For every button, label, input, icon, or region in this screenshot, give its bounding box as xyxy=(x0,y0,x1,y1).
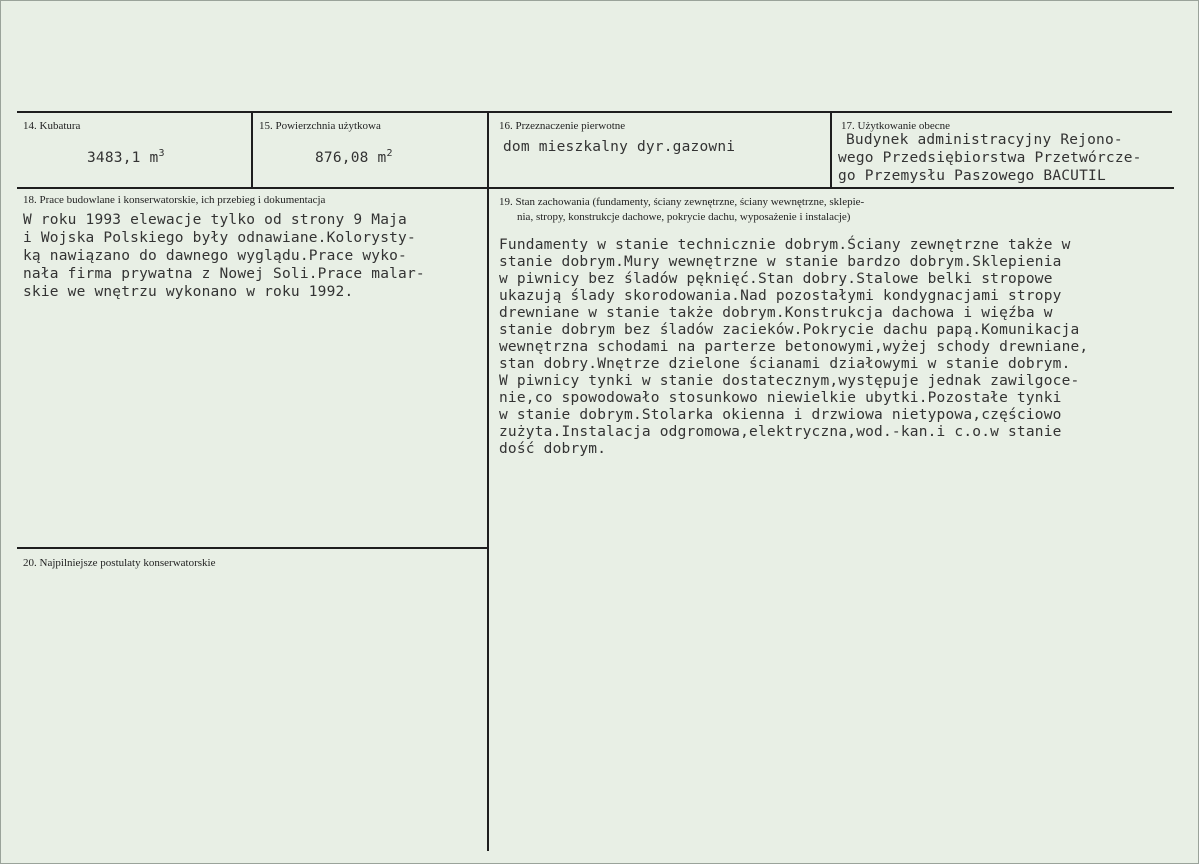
field-19-line-13: dość dobrym. xyxy=(499,441,607,457)
field-19-line-5: drewniane w stanie także dobrym.Konstrukcja dachowa i więźba w xyxy=(499,305,1053,321)
field-19-line-2: stanie dobrym.Mury wewnętrzne w stanie bardzo dobrym.Sklepienia xyxy=(499,254,1062,270)
field-18-line-5: skie we wnętrzu wykonano w roku 1992. xyxy=(23,284,354,300)
field-15-value xyxy=(315,145,393,167)
field-17-line-1: Budynek administracyjny Rejono- xyxy=(846,132,1123,148)
powierzchnia-value: 876,08 m xyxy=(315,149,387,166)
powierzchnia-unit-exponent: 2 xyxy=(386,148,393,159)
field-19-line-4: ukazują ślady skorodowania.Nad pozostałymi kondygnacjami stropy xyxy=(499,288,1062,304)
top-rule xyxy=(17,111,1172,113)
field-15-label: 15. Powierzchnia użytkowa xyxy=(259,120,381,132)
field-18-label: 18. Prace budowlane i konserwatorskie, ich przebieg i dokumentacja xyxy=(23,194,326,206)
field-14-value xyxy=(87,145,165,167)
field-19-line-9: W piwnicy tynki w stanie dostatecznym,występuje jednak zawilgoce- xyxy=(499,373,1080,389)
divider-14-15 xyxy=(251,111,253,189)
field-17-label: 17. Użytkowanie obecne xyxy=(841,120,951,132)
field-19-line-7: wewnętrzna schodami na parterze betonowymi,wyżej schody drewniane, xyxy=(499,339,1089,355)
field-17-line-3: go Przemysłu Paszowego BACUTIL xyxy=(838,168,1106,184)
field-14-label: 14. Kubatura xyxy=(23,120,81,132)
field-19-line-10: nie,co spowodowało stosunkowo niewielkie ubytki.Pozostałe tynki xyxy=(499,390,1062,406)
field-18-line-1: W roku 1993 elewacje tylko od strony 9 Maja xyxy=(23,212,407,228)
divider-15-16 xyxy=(487,111,489,851)
field-19-line-8: stan dobry.Wnętrze dzielone ścianami działowymi w stanie dobrym. xyxy=(499,356,1071,372)
kubatura-value: 3483,1 m xyxy=(87,149,159,166)
field-18-line-3: ką nawiązano do dawnego wyglądu.Prace wyko- xyxy=(23,248,407,264)
field-18-line-2: i Wojska Polskiego były odnawiane.Kolorysty- xyxy=(23,230,416,246)
field-18-line-4: nała firma prywatna z Nowej Soli.Prace malar- xyxy=(23,266,425,282)
field-16-value: dom mieszkalny dyr.gazowni xyxy=(503,139,736,155)
row1-rule xyxy=(17,187,1174,189)
kubatura-unit-exponent: 3 xyxy=(158,148,165,159)
field-19-label-line-2: nia, stropy, konstrukcje dachowe, pokrycie dachu, wyposażenie i instalacje) xyxy=(517,211,851,223)
field-20-label: 20. Najpilniejsze postulaty konserwatorskie xyxy=(23,557,216,569)
field-16-label: 16. Przeznaczenie pierwotne xyxy=(499,120,626,132)
field-19-line-1: Fundamenty w stanie technicznie dobrym.Ściany zewnętrzne także w xyxy=(499,237,1071,253)
field-17-line-2: wego Przedsiębiorstwa Przetwórcze- xyxy=(838,150,1142,166)
row2-rule-left xyxy=(17,547,487,549)
field-19-line-3: w piwnicy bez śladów pęknięć.Stan dobry.Stalowe belki stropowe xyxy=(499,271,1053,287)
field-19-label-line-1: 19. Stan zachowania (fundamenty, ściany zewnętrzne, ściany wewnętrzne, sklepie- xyxy=(499,196,865,208)
field-19-line-12: zużyta.Instalacja odgromowa,elektryczna,wod.-kan.i c.o.w stanie xyxy=(499,424,1062,440)
divider-16-17 xyxy=(830,111,832,189)
field-19-line-6: stanie dobrym bez śladów zacieków.Pokrycie dachu papą.Komunikacja xyxy=(499,322,1080,338)
field-19-line-11: w stanie dobrym.Stolarka okienna i drzwiowa nietypowa,częściowo xyxy=(499,407,1062,423)
